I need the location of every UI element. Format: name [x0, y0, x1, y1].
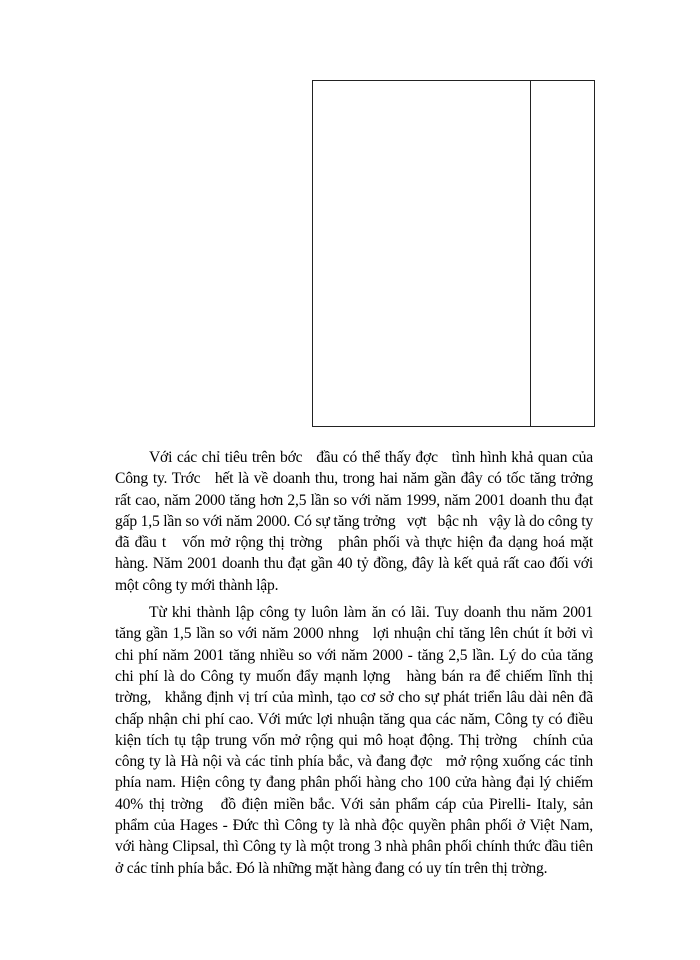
text-line: tăng gần 1,5 lần so với năm 2000 nhng lợi nhuận chỉ tăng lên chút ít bởi vì	[115, 625, 593, 643]
text-line: công ty là Hà nội và các tỉnh phía bắc, và đang đợc mở rộng xuống các tỉnh	[115, 753, 593, 771]
text-line: hàng. Năm 2001 doanh thu đạt gần 40 tỷ đồng, đây là kết quả rất cao đối với	[115, 555, 593, 573]
text-line: Với các chỉ tiêu trên bớc đầu có thể thấy đợc tình hình khả quan của	[149, 449, 593, 466]
paragraph-profit-market	[115, 602, 593, 879]
data-table-frame	[312, 80, 595, 427]
paragraph-revenue-analysis	[115, 447, 593, 596]
text-line: rất cao, năm 2000 tăng hơn 2,5 lần so với năm 1999, năm 2001 doanh thu đạt	[115, 491, 593, 509]
text-line: Công ty. Trớc hết là về doanh thu, trong hai năm gần đây có tốc tăng trởng	[115, 470, 593, 488]
text-line: ở các tỉnh phía bắc. Đó là những mặt hàng đang có uy tín trên thị trờng.	[115, 859, 548, 877]
text-line: một công ty mới thành lập.	[115, 576, 279, 594]
text-line: phía nam. Hiện công ty đang phân phối hàng cho 100 cửa hàng đại lý chiếm	[115, 774, 593, 792]
text-line: chi phí năm 2001 tăng nhiều so với năm 2000 - tăng 2,5 lần. Lý do của tăng	[115, 646, 593, 664]
document-body	[115, 447, 593, 885]
text-line: kiện tích tụ tập trung vốn mở rộng qui mô hoạt động. Thị trờng chính của	[115, 731, 593, 749]
text-line: chấp nhận chi phí cao. Với mức lợi nhuận tăng qua các năm, Công ty có điều	[115, 710, 593, 728]
table-column-divider	[530, 81, 531, 426]
text-line: chi phí là do Công ty muốn đẩy mạnh lợng hàng bán ra để chiếm lĩnh thị	[115, 667, 593, 685]
text-line: gấp 1,5 lần so với năm 2000. Có sự tăng trởng vợt bậc nh vậy là do công ty	[115, 512, 593, 530]
text-line: đã đầu t vốn mở rộng thị trờng phân phối và thực hiện đa dạng hoá mặt	[115, 534, 593, 552]
text-line: phẩm của Hages - Đức thì Công ty là nhà độc quyền phân phối ở Việt Nam,	[115, 817, 593, 835]
text-line: Từ khi thành lập công ty luôn làm ăn có lãi. Tuy doanh thu năm 2001	[149, 604, 593, 622]
text-line: trờng, khẳng định vị trí của mình, tạo cơ sở cho sự phát triển lâu dài nên đã	[115, 689, 593, 707]
text-line: 40% thị trờng đồ điện miền bắc. Với sản phẩm cáp của Pirelli- Italy, sản	[115, 795, 593, 813]
text-line: với hàng Clipsal, thì Công ty là một trong 3 nhà phân phối chính thức đầu tiên	[115, 838, 593, 856]
